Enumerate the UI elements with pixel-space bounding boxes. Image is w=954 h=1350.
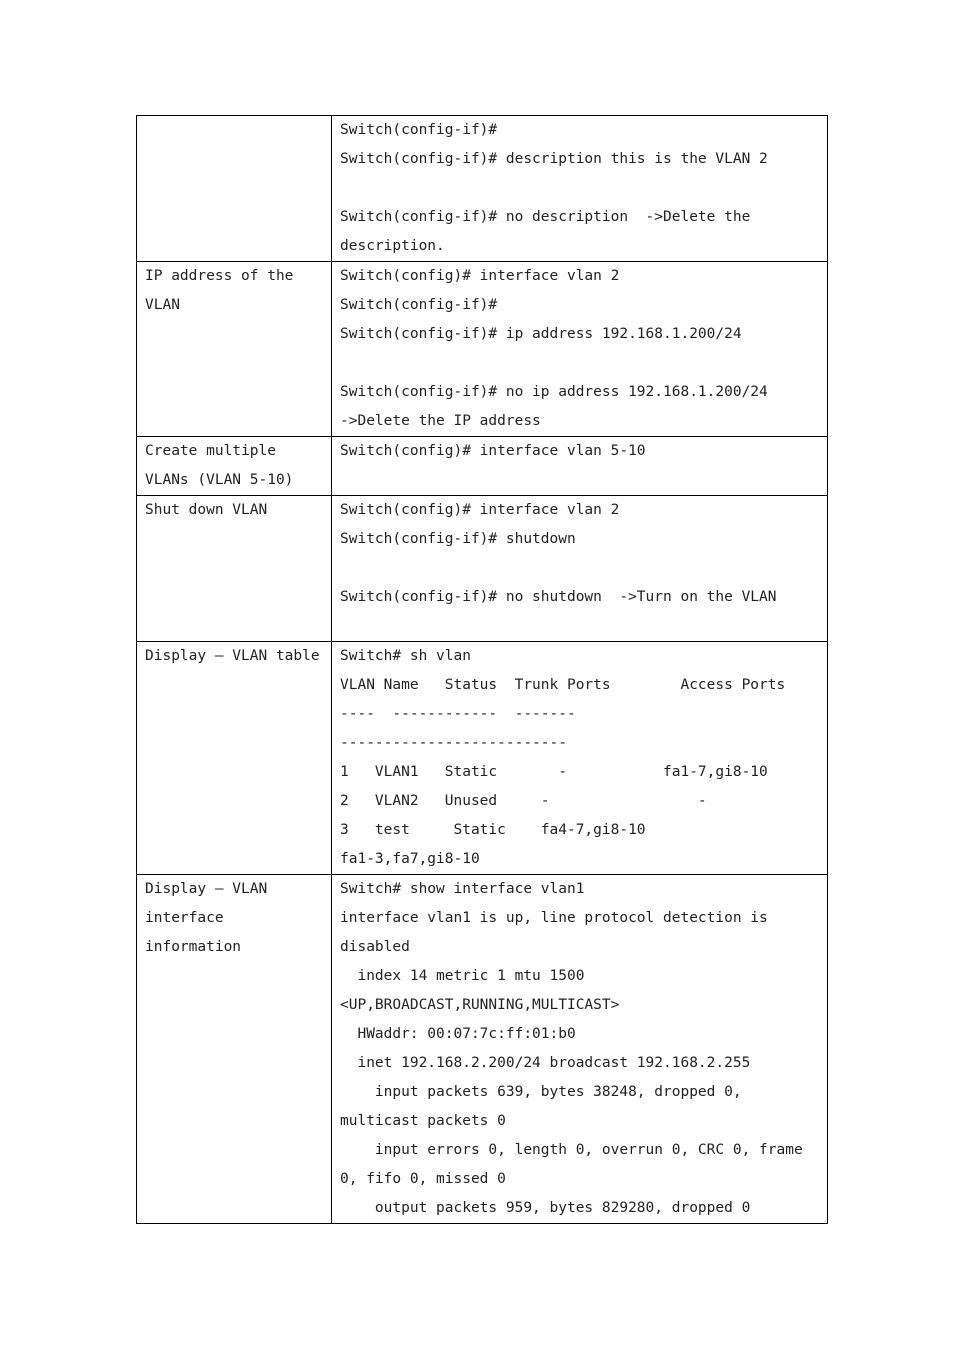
command-line: HWaddr: 00:07:7c:ff:01:b0 (340, 1026, 576, 1042)
row-label-cell (137, 496, 332, 642)
command-line: 2 VLAN2 Unused - - (340, 793, 707, 809)
command-line: description. (340, 238, 445, 254)
command-line: 0, fifo 0, missed 0 (340, 1171, 506, 1187)
row-label-line: VLANs (VLAN 5-10) (145, 472, 294, 488)
row-label-cell (137, 262, 332, 437)
row-label-line: interface (145, 910, 224, 926)
command-line: ->Delete the IP address (340, 413, 541, 429)
table-row (137, 437, 828, 496)
command-line: Switch(config-if)# shutdown (340, 531, 576, 547)
command-line: Switch(config-if)# no ip address 192.168.1.200/24 (340, 384, 768, 400)
command-line: VLAN Name Status Trunk Ports Access Ports (340, 677, 786, 693)
command-line: Switch# sh vlan (340, 648, 471, 664)
table-row (137, 642, 828, 875)
row-label-line: Shut down VLAN (145, 502, 268, 518)
command-line: inet 192.168.2.200/24 broadcast 192.168.2.255 (340, 1055, 751, 1071)
table-row (137, 262, 828, 437)
document-page (136, 115, 827, 1224)
command-table-body (137, 116, 828, 1224)
command-line: index 14 metric 1 mtu 1500 (340, 968, 585, 984)
command-line: Switch(config)# interface vlan 2 (340, 502, 620, 518)
row-label-line: Display – VLAN (145, 881, 268, 897)
command-table (136, 115, 828, 1224)
table-row (137, 496, 828, 642)
command-line: input packets 639, bytes 38248, dropped 0, (340, 1084, 742, 1100)
row-label-cell (137, 642, 332, 875)
row-label-line: VLAN (145, 297, 180, 313)
command-line: input errors 0, length 0, overrun 0, CRC 0, frame (340, 1142, 803, 1158)
row-label-cell (137, 875, 332, 1224)
command-line: Switch(config-if)# no shutdown ->Turn on the VLAN (340, 589, 777, 605)
command-line: Switch(config)# interface vlan 2 (340, 268, 620, 284)
command-line: <UP,BROADCAST,RUNNING,MULTICAST> (340, 997, 620, 1013)
row-command-cell (332, 116, 828, 262)
row-label-line: information (145, 939, 242, 955)
command-line: fa1-3,fa7,gi8-10 (340, 851, 480, 867)
row-command-cell (332, 496, 828, 642)
command-line: Switch(config-if)# description this is the VLAN 2 (340, 151, 768, 167)
command-line: multicast packets 0 (340, 1113, 506, 1129)
command-line: Switch(config-if)# (340, 297, 498, 313)
command-line: Switch(config-if)# ip address 192.168.1.200/24 (340, 326, 742, 342)
command-line: Switch(config-if)# (340, 122, 498, 138)
row-label-line: IP address of the (145, 268, 294, 284)
row-command-cell (332, 262, 828, 437)
row-command-cell (332, 642, 828, 875)
table-row (137, 116, 828, 262)
command-line: output packets 959, bytes 829280, dropped 0 (340, 1200, 751, 1216)
command-line: 3 test Static fa4-7,gi8-10 (340, 822, 646, 838)
command-line: interface vlan1 is up, line protocol detection is (340, 910, 768, 926)
command-line: ---- ------------ ------- (340, 706, 576, 722)
command-line: Switch(config)# interface vlan 5-10 (340, 443, 646, 459)
row-label-line: Display – VLAN table (145, 648, 320, 664)
row-label-cell (137, 116, 332, 262)
command-line: Switch# show interface vlan1 (340, 881, 585, 897)
command-line: 1 VLAN1 Static - fa1-7,gi8-10 (340, 764, 768, 780)
blank-line (340, 612, 819, 641)
command-line: Switch(config-if)# no description ->Delete the (340, 209, 751, 225)
table-row (137, 875, 828, 1224)
blank-line (340, 554, 819, 583)
command-line: disabled (340, 939, 410, 955)
row-label-line: Create multiple (145, 443, 276, 459)
blank-line (340, 349, 819, 378)
row-label-cell (137, 437, 332, 496)
blank-line (340, 466, 819, 495)
row-command-cell (332, 437, 828, 496)
command-line: -------------------------- (340, 735, 567, 751)
blank-line (340, 174, 819, 203)
row-command-cell (332, 875, 828, 1224)
